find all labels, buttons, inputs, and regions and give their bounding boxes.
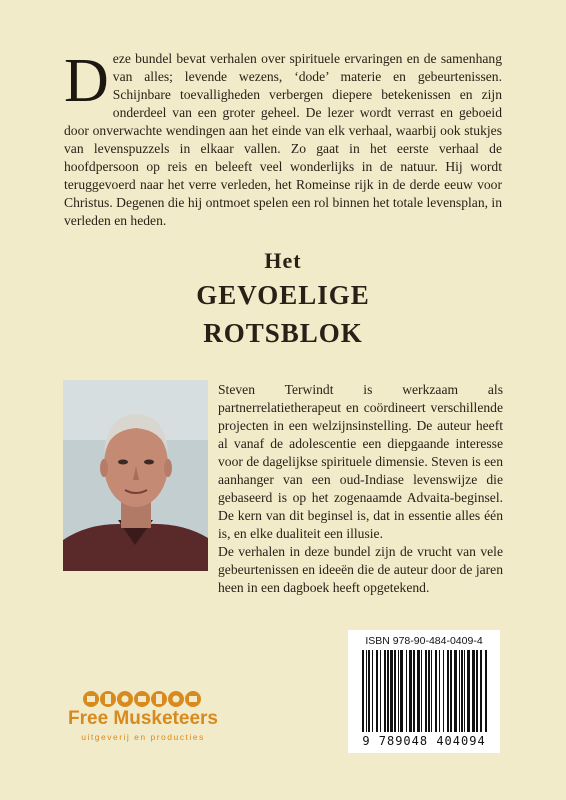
- barcode-bar: [387, 650, 389, 732]
- barcode-bar: [400, 650, 403, 732]
- barcode-bar: [380, 650, 381, 732]
- barcode-bar: [376, 650, 378, 732]
- publisher-logo-icons: [82, 690, 204, 708]
- barcode-bar: [425, 650, 427, 732]
- barcode-area: [348, 630, 500, 753]
- author-portrait-image: [63, 380, 208, 571]
- barcode-bar: [362, 650, 364, 732]
- barcode-bar: [443, 650, 444, 732]
- barcode-bar: [439, 650, 440, 732]
- intro-text-block: [64, 47, 502, 230]
- barcode-digits: 9 789048 404094: [362, 734, 486, 748]
- intro-text: eze bundel bevat verhalen over spirituele ervaringen en de samenhang van alles; levende wezens, ‘dode’ materie en gebeurtenissen. Schijnbare toevalligheden verbergen diepere betekenissen en zijn onderdeel van een groter geheel. De lezer wordt verrast en geboeid door onverwachte wendingen aan het einde van elk verhaal, waarbij ook stukjes van levenspuzzels in elkaar vallen. Zo gaat in het eerste verhaal de hoofdpersoon op reis en beleeft veel wonderlijks in de natuur. Hij wordt teruggevoerd naar het verre verleden, het Romeinse rijk in de derde eeuw voor Christus. Degenen die hij ontmoet spelen een rol binnen het totale levensplan, in verleden en heden.: [64, 51, 502, 228]
- barcode-bar: [461, 650, 463, 732]
- barcode-bar: [390, 650, 393, 732]
- bio-paragraph-2: De verhalen in deze bundel zijn de vrucht van vele gebeurtenissen en ideeën die de auteur door de jaren heen in een dagboek heeft opgetekend.: [218, 544, 503, 595]
- barcode-bar: [476, 650, 478, 732]
- barcode-bar: [428, 650, 430, 732]
- barcode-bar: [472, 650, 475, 732]
- barcode-bar: [467, 650, 470, 732]
- barcode-bar: [409, 650, 412, 732]
- author-bio: [218, 381, 503, 597]
- barcode-bar: [459, 650, 460, 732]
- barcode-bar: [372, 650, 373, 732]
- barcode-bar: [398, 650, 399, 732]
- barcode-bar: [384, 650, 386, 732]
- barcode-bar: [485, 650, 487, 732]
- bio-paragraph-1: Steven Terwindt is werkzaam als partnerrelatietherapeut en coördineert verschillende projecten in een welzijnsinstelling. De auteur heeft al vanaf de adolescentie een diepgaande interesse voor de dagelijkse spirituele dimensie. Steven is een aanhanger van een oud-Indiase levenswijze die gebaseerd is op het zogenaamde Advaita-beginsel. De kern van dit beginsel is, dat in essentie alles één is, en elke dualiteit een illusie.: [218, 382, 503, 541]
- title-line-3: ROTSBLOK: [203, 318, 363, 348]
- barcode-bar: [450, 650, 452, 732]
- publisher-logo: [58, 680, 228, 750]
- publisher-tagline: uitgeverij en producties: [81, 732, 205, 742]
- barcode-bar: [417, 650, 420, 732]
- isbn-number: ISBN 978-90-484-0409-4: [365, 635, 483, 647]
- barcode-bar: [413, 650, 415, 732]
- barcode-bar: [394, 650, 396, 732]
- title-line-2: GEVOELIGE: [196, 280, 370, 310]
- barcode-bar: [366, 650, 367, 732]
- barcode-bar: [454, 650, 457, 732]
- drop-cap: D: [64, 47, 109, 115]
- barcode-bar: [431, 650, 432, 732]
- barcode-bar: [421, 650, 422, 732]
- barcode-bar: [480, 650, 482, 732]
- barcode-bar: [368, 650, 370, 732]
- publisher-name: Free Musketeers: [68, 708, 218, 729]
- barcode-bar: [406, 650, 407, 732]
- barcode-bar: [435, 650, 437, 732]
- barcode-bar: [447, 650, 449, 732]
- author-photo: [63, 380, 208, 571]
- barcode-bar: [464, 650, 465, 732]
- title-line-1: Het: [264, 248, 302, 273]
